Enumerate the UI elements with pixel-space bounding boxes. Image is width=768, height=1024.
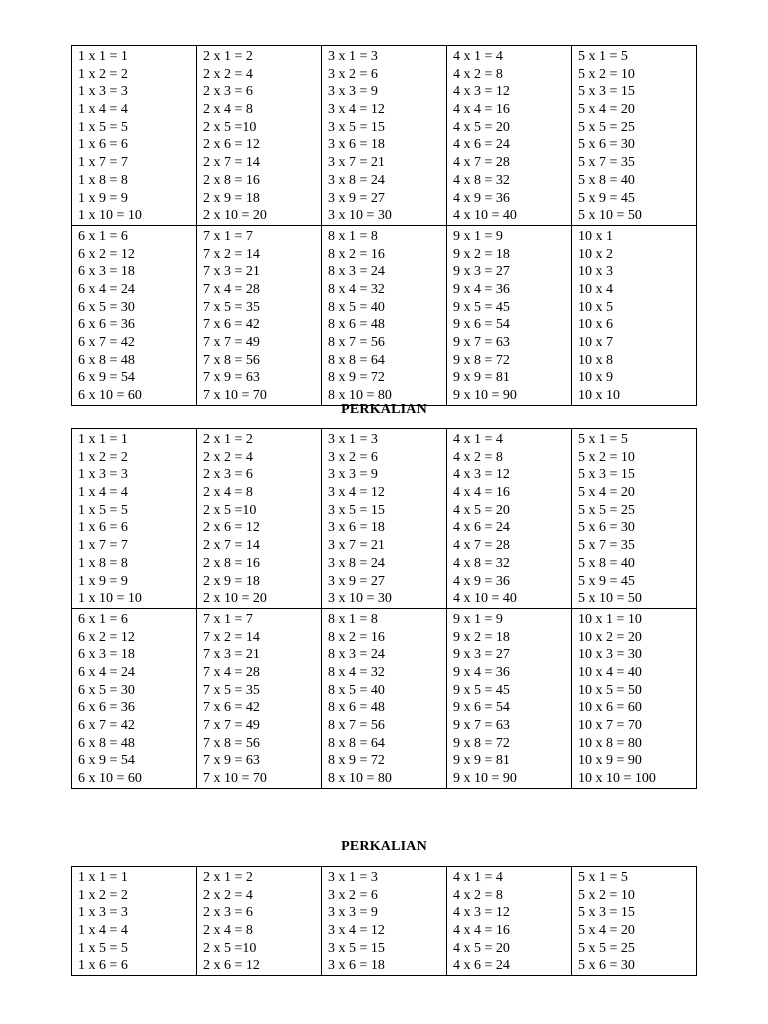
multiplication-fact: 3 x 6 = 18 <box>328 520 385 536</box>
multiplication-fact: 4 x 5 = 20 <box>453 119 510 135</box>
multiplication-fact: 1 x 2 = 2 <box>78 887 128 903</box>
multiplication-fact: 2 x 3 = 6 <box>203 467 253 483</box>
multiplication-fact: 4 x 2 = 8 <box>453 66 503 82</box>
multiplication-fact: 2 x 10 = 20 <box>203 591 267 607</box>
multiplication-fact: 7 x 1 = 7 <box>203 228 253 244</box>
multiplication-fact: 5 x 5 = 25 <box>578 940 635 956</box>
multiplication-fact: 4 x 1 = 4 <box>453 432 503 447</box>
multiplication-fact: 4 x 4 = 16 <box>453 102 510 118</box>
times-table-cell <box>322 46 447 226</box>
multiplication-fact: 2 x 2 = 4 <box>203 449 253 465</box>
multiplication-fact: 1 x 3 = 3 <box>78 467 128 483</box>
multiplication-fact: 6 x 3 = 18 <box>78 647 135 663</box>
multiplication-fact: 7 x 2 = 14 <box>203 246 260 262</box>
multiplication-fact: 4 x 7 = 28 <box>453 538 510 554</box>
multiplication-fact: 9 x 5 = 45 <box>453 299 510 315</box>
multiplication-fact: 10 x 4 = 40 <box>578 664 642 680</box>
multiplication-fact: 1 x 2 = 2 <box>78 66 128 82</box>
times-table-cell <box>447 867 572 976</box>
times-table-cell <box>447 46 572 226</box>
multiplication-fact: 8 x 2 = 16 <box>328 246 385 262</box>
multiplication-fact: 3 x 1 = 3 <box>328 432 378 447</box>
multiplication-fact: 1 x 6 = 6 <box>78 958 128 974</box>
multiplication-fact: 4 x 3 = 12 <box>453 467 510 483</box>
multiplication-fact: 1 x 4 = 4 <box>78 485 128 501</box>
multiplication-fact: 9 x 9 = 81 <box>453 753 510 769</box>
multiplication-fact: 10 x 6 = 60 <box>578 700 642 716</box>
multiplication-fact: 9 x 8 = 72 <box>453 735 510 751</box>
multiplication-fact: 10 x 8 = 80 <box>578 735 642 751</box>
multiplication-fact: 10 x 1 = 10 <box>578 611 642 627</box>
multiplication-fact: 8 x 9 = 72 <box>328 370 385 386</box>
multiplication-fact: 10 x 8 <box>578 352 613 368</box>
multiplication-fact: 5 x 8 = 40 <box>578 555 635 571</box>
perkalian-heading-2: PERKALIAN <box>341 839 427 854</box>
multiplication-fact: 3 x 4 = 12 <box>328 923 385 939</box>
multiplication-fact: 7 x 5 = 35 <box>203 682 260 698</box>
multiplication-fact: 9 x 10 = 90 <box>453 771 517 787</box>
multiplication-fact: 8 x 7 = 56 <box>328 718 385 733</box>
multiplication-fact: 3 x 10 = 30 <box>328 591 392 607</box>
multiplication-fact: 1 x 2 = 2 <box>78 449 128 465</box>
multiplication-fact: 8 x 2 = 16 <box>328 629 385 645</box>
multiplication-fact: 9 x 7 = 63 <box>453 718 510 733</box>
multiplication-fact: 4 x 2 = 8 <box>453 449 503 465</box>
multiplication-fact: 3 x 5 = 15 <box>328 940 385 956</box>
multiplication-fact: 9 x 3 = 27 <box>453 647 510 663</box>
multiplication-fact: 7 x 6 = 42 <box>203 700 260 716</box>
multiplication-fact: 1 x 1 = 1 <box>78 49 128 64</box>
multiplication-fact: 7 x 3 = 21 <box>203 264 260 280</box>
multiplication-fact: 4 x 7 = 28 <box>453 155 510 171</box>
multiplication-fact: 3 x 1 = 3 <box>328 49 378 64</box>
multiplication-fact: 1 x 9 = 9 <box>78 190 128 206</box>
multiplication-fact: 6 x 6 = 36 <box>78 317 135 333</box>
multiplication-fact: 6 x 3 = 18 <box>78 264 135 280</box>
multiplication-table-2 <box>71 428 697 789</box>
multiplication-fact: 7 x 4 = 28 <box>203 664 260 680</box>
multiplication-fact: 6 x 6 = 36 <box>78 700 135 716</box>
multiplication-fact: 9 x 6 = 54 <box>453 700 510 716</box>
multiplication-fact: 3 x 3 = 9 <box>328 467 378 483</box>
multiplication-fact: 8 x 9 = 72 <box>328 753 385 769</box>
times-table-cell <box>572 225 697 405</box>
multiplication-fact: 6 x 7 = 42 <box>78 335 135 350</box>
multiplication-fact: 3 x 2 = 6 <box>328 887 378 903</box>
multiplication-fact: 4 x 6 = 24 <box>453 520 510 536</box>
multiplication-fact: 9 x 1 = 9 <box>453 228 503 244</box>
multiplication-fact: 9 x 7 = 63 <box>453 335 510 350</box>
multiplication-fact: 6 x 1 = 6 <box>78 228 128 244</box>
multiplication-fact: 7 x 7 = 49 <box>203 335 260 350</box>
times-table-cell <box>197 46 322 226</box>
multiplication-fact: 7 x 7 = 49 <box>203 718 260 733</box>
multiplication-fact: 9 x 1 = 9 <box>453 611 503 627</box>
multiplication-fact: 2 x 1 = 2 <box>203 870 253 885</box>
multiplication-fact: 4 x 6 = 24 <box>453 958 510 974</box>
multiplication-fact: 5 x 4 = 20 <box>578 923 635 939</box>
multiplication-fact: 1 x 1 = 1 <box>78 432 128 447</box>
multiplication-fact: 2 x 4 = 8 <box>203 485 253 501</box>
times-table-cell <box>72 225 197 405</box>
multiplication-fact: 6 x 10 = 60 <box>78 388 142 404</box>
times-table-cell <box>72 429 197 609</box>
multiplication-fact: 4 x 4 = 16 <box>453 923 510 939</box>
multiplication-fact: 6 x 1 = 6 <box>78 611 128 627</box>
times-table-cell <box>197 608 322 788</box>
multiplication-fact: 4 x 1 = 4 <box>453 870 503 885</box>
multiplication-fact: 8 x 8 = 64 <box>328 352 385 368</box>
multiplication-fact: 1 x 7 = 7 <box>78 155 128 171</box>
multiplication-fact: 7 x 9 = 63 <box>203 370 260 386</box>
multiplication-fact: 1 x 8 = 8 <box>78 172 128 188</box>
multiplication-fact: 5 x 10 = 50 <box>578 208 642 224</box>
multiplication-fact: 3 x 10 = 30 <box>328 208 392 224</box>
multiplication-fact: 4 x 10 = 40 <box>453 591 517 607</box>
multiplication-fact: 3 x 7 = 21 <box>328 155 385 171</box>
multiplication-fact: 3 x 4 = 12 <box>328 485 385 501</box>
multiplication-fact: 5 x 6 = 30 <box>578 958 635 974</box>
multiplication-fact: 1 x 7 = 7 <box>78 538 128 554</box>
multiplication-fact: 10 x 7 <box>578 335 613 350</box>
multiplication-fact: 8 x 3 = 24 <box>328 647 385 663</box>
multiplication-fact: 2 x 8 = 16 <box>203 555 260 571</box>
multiplication-fact: 7 x 8 = 56 <box>203 352 260 368</box>
multiplication-fact: 5 x 5 = 25 <box>578 119 635 135</box>
multiplication-fact: 5 x 3 = 15 <box>578 467 635 483</box>
multiplication-fact: 8 x 1 = 8 <box>328 228 378 244</box>
multiplication-fact: 9 x 4 = 36 <box>453 664 510 680</box>
perkalian-heading-1: PERKALIAN <box>341 402 427 417</box>
multiplication-fact: 4 x 5 = 20 <box>453 502 510 518</box>
multiplication-fact: 5 x 3 = 15 <box>578 905 635 921</box>
multiplication-fact: 2 x 2 = 4 <box>203 66 253 82</box>
multiplication-fact: 10 x 6 <box>578 317 613 333</box>
multiplication-fact: 4 x 2 = 8 <box>453 887 503 903</box>
multiplication-fact: 7 x 10 = 70 <box>203 771 267 787</box>
multiplication-fact: 6 x 4 = 24 <box>78 664 135 680</box>
multiplication-fact: 6 x 9 = 54 <box>78 370 135 386</box>
times-table-cell <box>197 225 322 405</box>
times-table-cell <box>322 225 447 405</box>
times-table-cell <box>197 867 322 976</box>
multiplication-fact: 10 x 10 <box>578 388 620 404</box>
multiplication-fact: 3 x 9 = 27 <box>328 573 385 589</box>
multiplication-fact: 4 x 10 = 40 <box>453 208 517 224</box>
multiplication-fact: 5 x 9 = 45 <box>578 573 635 589</box>
multiplication-fact: 10 x 5 = 50 <box>578 682 642 698</box>
multiplication-fact: 10 x 1 <box>578 228 613 244</box>
multiplication-fact: 5 x 1 = 5 <box>578 870 628 885</box>
multiplication-fact: 6 x 5 = 30 <box>78 299 135 315</box>
multiplication-fact: 7 x 5 = 35 <box>203 299 260 315</box>
multiplication-fact: 9 x 5 = 45 <box>453 682 510 698</box>
multiplication-fact: 10 x 2 = 20 <box>578 629 642 645</box>
multiplication-fact: 2 x 6 = 12 <box>203 137 260 153</box>
multiplication-fact: 5 x 4 = 20 <box>578 102 635 118</box>
multiplication-fact: 8 x 10 = 80 <box>328 388 392 404</box>
times-table-cell <box>572 46 697 226</box>
multiplication-fact: 6 x 5 = 30 <box>78 682 135 698</box>
multiplication-fact: 2 x 5 =10 <box>203 119 257 135</box>
multiplication-fact: 5 x 2 = 10 <box>578 887 635 903</box>
multiplication-fact: 4 x 6 = 24 <box>453 137 510 153</box>
multiplication-fact: 5 x 4 = 20 <box>578 485 635 501</box>
multiplication-fact: 1 x 4 = 4 <box>78 102 128 118</box>
multiplication-fact: 9 x 2 = 18 <box>453 629 510 645</box>
times-table-cell <box>572 867 697 976</box>
multiplication-fact: 7 x 4 = 28 <box>203 281 260 297</box>
multiplication-fact: 6 x 4 = 24 <box>78 281 135 297</box>
multiplication-fact: 3 x 2 = 6 <box>328 449 378 465</box>
multiplication-fact: 9 x 9 = 81 <box>453 370 510 386</box>
times-table-cell <box>72 608 197 788</box>
multiplication-fact: 3 x 6 = 18 <box>328 958 385 974</box>
multiplication-fact: 10 x 9 <box>578 370 613 386</box>
multiplication-fact: 8 x 6 = 48 <box>328 317 385 333</box>
multiplication-fact: 5 x 6 = 30 <box>578 137 635 153</box>
multiplication-fact: 1 x 6 = 6 <box>78 520 128 536</box>
multiplication-fact: 1 x 1 = 1 <box>78 870 128 885</box>
multiplication-fact: 10 x 3 <box>578 264 613 280</box>
multiplication-fact: 5 x 6 = 30 <box>578 520 635 536</box>
times-table-cell <box>447 429 572 609</box>
times-table-cell <box>322 867 447 976</box>
multiplication-fact: 2 x 6 = 12 <box>203 520 260 536</box>
times-table-cell <box>447 608 572 788</box>
multiplication-fact: 1 x 4 = 4 <box>78 923 128 939</box>
multiplication-fact: 2 x 5 =10 <box>203 940 257 956</box>
multiplication-fact: 10 x 2 <box>578 246 613 262</box>
multiplication-fact: 8 x 8 = 64 <box>328 735 385 751</box>
multiplication-fact: 8 x 5 = 40 <box>328 299 385 315</box>
multiplication-fact: 6 x 2 = 12 <box>78 629 135 645</box>
multiplication-fact: 5 x 9 = 45 <box>578 190 635 206</box>
multiplication-fact: 9 x 8 = 72 <box>453 352 510 368</box>
multiplication-table-3 <box>71 866 697 976</box>
multiplication-fact: 4 x 5 = 20 <box>453 940 510 956</box>
multiplication-fact: 3 x 8 = 24 <box>328 172 385 188</box>
table-row <box>72 429 697 609</box>
multiplication-fact: 4 x 8 = 32 <box>453 555 510 571</box>
multiplication-fact: 9 x 6 = 54 <box>453 317 510 333</box>
multiplication-fact: 3 x 1 = 3 <box>328 870 378 885</box>
multiplication-fact: 6 x 9 = 54 <box>78 753 135 769</box>
multiplication-fact: 2 x 1 = 2 <box>203 49 253 64</box>
multiplication-fact: 2 x 5 =10 <box>203 502 257 518</box>
multiplication-fact: 8 x 1 = 8 <box>328 611 378 627</box>
multiplication-fact: 6 x 7 = 42 <box>78 718 135 733</box>
multiplication-fact: 2 x 3 = 6 <box>203 84 253 100</box>
multiplication-fact: 9 x 2 = 18 <box>453 246 510 262</box>
multiplication-fact: 2 x 7 = 14 <box>203 155 260 171</box>
multiplication-fact: 8 x 6 = 48 <box>328 700 385 716</box>
multiplication-fact: 7 x 3 = 21 <box>203 647 260 663</box>
multiplication-fact: 3 x 8 = 24 <box>328 555 385 571</box>
multiplication-fact: 6 x 8 = 48 <box>78 352 135 368</box>
times-table-cell <box>322 608 447 788</box>
multiplication-fact: 8 x 4 = 32 <box>328 664 385 680</box>
multiplication-fact: 6 x 8 = 48 <box>78 735 135 751</box>
multiplication-fact: 3 x 4 = 12 <box>328 102 385 118</box>
times-table-cell <box>72 46 197 226</box>
multiplication-fact: 4 x 4 = 16 <box>453 485 510 501</box>
multiplication-fact: 2 x 3 = 6 <box>203 905 253 921</box>
multiplication-fact: 2 x 9 = 18 <box>203 573 260 589</box>
multiplication-fact: 2 x 2 = 4 <box>203 887 253 903</box>
multiplication-fact: 1 x 5 = 5 <box>78 940 128 956</box>
multiplication-fact: 3 x 2 = 6 <box>328 66 378 82</box>
times-table-cell <box>322 429 447 609</box>
multiplication-fact: 6 x 2 = 12 <box>78 246 135 262</box>
multiplication-fact: 3 x 3 = 9 <box>328 905 378 921</box>
multiplication-fact: 5 x 5 = 25 <box>578 502 635 518</box>
multiplication-fact: 3 x 7 = 21 <box>328 538 385 554</box>
multiplication-fact: 4 x 3 = 12 <box>453 905 510 921</box>
multiplication-fact: 8 x 10 = 80 <box>328 771 392 787</box>
multiplication-fact: 1 x 6 = 6 <box>78 137 128 153</box>
multiplication-fact: 9 x 3 = 27 <box>453 264 510 280</box>
times-table-cell <box>572 429 697 609</box>
multiplication-fact: 3 x 3 = 9 <box>328 84 378 100</box>
table-row <box>72 46 697 226</box>
multiplication-fact: 1 x 3 = 3 <box>78 84 128 100</box>
multiplication-fact: 4 x 9 = 36 <box>453 573 510 589</box>
table-row <box>72 867 697 976</box>
multiplication-fact: 1 x 3 = 3 <box>78 905 128 921</box>
multiplication-fact: 4 x 3 = 12 <box>453 84 510 100</box>
multiplication-fact: 4 x 8 = 32 <box>453 172 510 188</box>
multiplication-fact: 5 x 1 = 5 <box>578 49 628 64</box>
multiplication-fact: 2 x 6 = 12 <box>203 958 260 974</box>
multiplication-fact: 7 x 8 = 56 <box>203 735 260 751</box>
times-table-cell <box>572 608 697 788</box>
multiplication-fact: 1 x 8 = 8 <box>78 555 128 571</box>
times-table-cell <box>197 429 322 609</box>
multiplication-fact: 5 x 3 = 15 <box>578 84 635 100</box>
multiplication-fact: 2 x 7 = 14 <box>203 538 260 554</box>
multiplication-fact: 10 x 5 <box>578 299 613 315</box>
multiplication-fact: 9 x 4 = 36 <box>453 281 510 297</box>
multiplication-fact: 4 x 9 = 36 <box>453 190 510 206</box>
multiplication-fact: 5 x 7 = 35 <box>578 155 635 171</box>
multiplication-fact: 1 x 10 = 10 <box>78 591 142 607</box>
multiplication-fact: 1 x 9 = 9 <box>78 573 128 589</box>
multiplication-fact: 6 x 10 = 60 <box>78 771 142 787</box>
multiplication-fact: 2 x 9 = 18 <box>203 190 260 206</box>
multiplication-fact: 7 x 6 = 42 <box>203 317 260 333</box>
multiplication-fact: 8 x 5 = 40 <box>328 682 385 698</box>
multiplication-fact: 10 x 4 <box>578 281 613 297</box>
multiplication-fact: 5 x 8 = 40 <box>578 172 635 188</box>
multiplication-fact: 3 x 6 = 18 <box>328 137 385 153</box>
multiplication-fact: 8 x 3 = 24 <box>328 264 385 280</box>
multiplication-fact: 8 x 4 = 32 <box>328 281 385 297</box>
table-row <box>72 608 697 788</box>
multiplication-fact: 10 x 10 = 100 <box>578 771 656 787</box>
multiplication-fact: 3 x 5 = 15 <box>328 119 385 135</box>
multiplication-fact: 2 x 10 = 20 <box>203 208 267 224</box>
multiplication-fact: 2 x 8 = 16 <box>203 172 260 188</box>
multiplication-fact: 10 x 7 = 70 <box>578 718 642 733</box>
multiplication-fact: 8 x 7 = 56 <box>328 335 385 350</box>
multiplication-fact: 5 x 10 = 50 <box>578 591 642 607</box>
multiplication-fact: 2 x 4 = 8 <box>203 102 253 118</box>
multiplication-fact: 7 x 9 = 63 <box>203 753 260 769</box>
multiplication-fact: 3 x 5 = 15 <box>328 502 385 518</box>
multiplication-fact: 4 x 1 = 4 <box>453 49 503 64</box>
multiplication-fact: 1 x 5 = 5 <box>78 502 128 518</box>
multiplication-fact: 7 x 10 = 70 <box>203 388 267 404</box>
multiplication-fact: 7 x 1 = 7 <box>203 611 253 627</box>
multiplication-fact: 7 x 2 = 14 <box>203 629 260 645</box>
multiplication-fact: 2 x 1 = 2 <box>203 432 253 447</box>
multiplication-fact: 5 x 1 = 5 <box>578 432 628 447</box>
times-table-cell <box>72 867 197 976</box>
multiplication-fact: 5 x 7 = 35 <box>578 538 635 554</box>
multiplication-fact: 2 x 4 = 8 <box>203 923 253 939</box>
multiplication-fact: 5 x 2 = 10 <box>578 449 635 465</box>
multiplication-fact: 5 x 2 = 10 <box>578 66 635 82</box>
multiplication-table-1 <box>71 45 697 406</box>
multiplication-fact: 1 x 5 = 5 <box>78 119 128 135</box>
multiplication-fact: 10 x 9 = 90 <box>578 753 642 769</box>
multiplication-fact: 3 x 9 = 27 <box>328 190 385 206</box>
times-table-cell <box>447 225 572 405</box>
multiplication-fact: 10 x 3 = 30 <box>578 647 642 663</box>
multiplication-fact: 1 x 10 = 10 <box>78 208 142 224</box>
table-row <box>72 225 697 405</box>
multiplication-fact: 9 x 10 = 90 <box>453 388 517 404</box>
